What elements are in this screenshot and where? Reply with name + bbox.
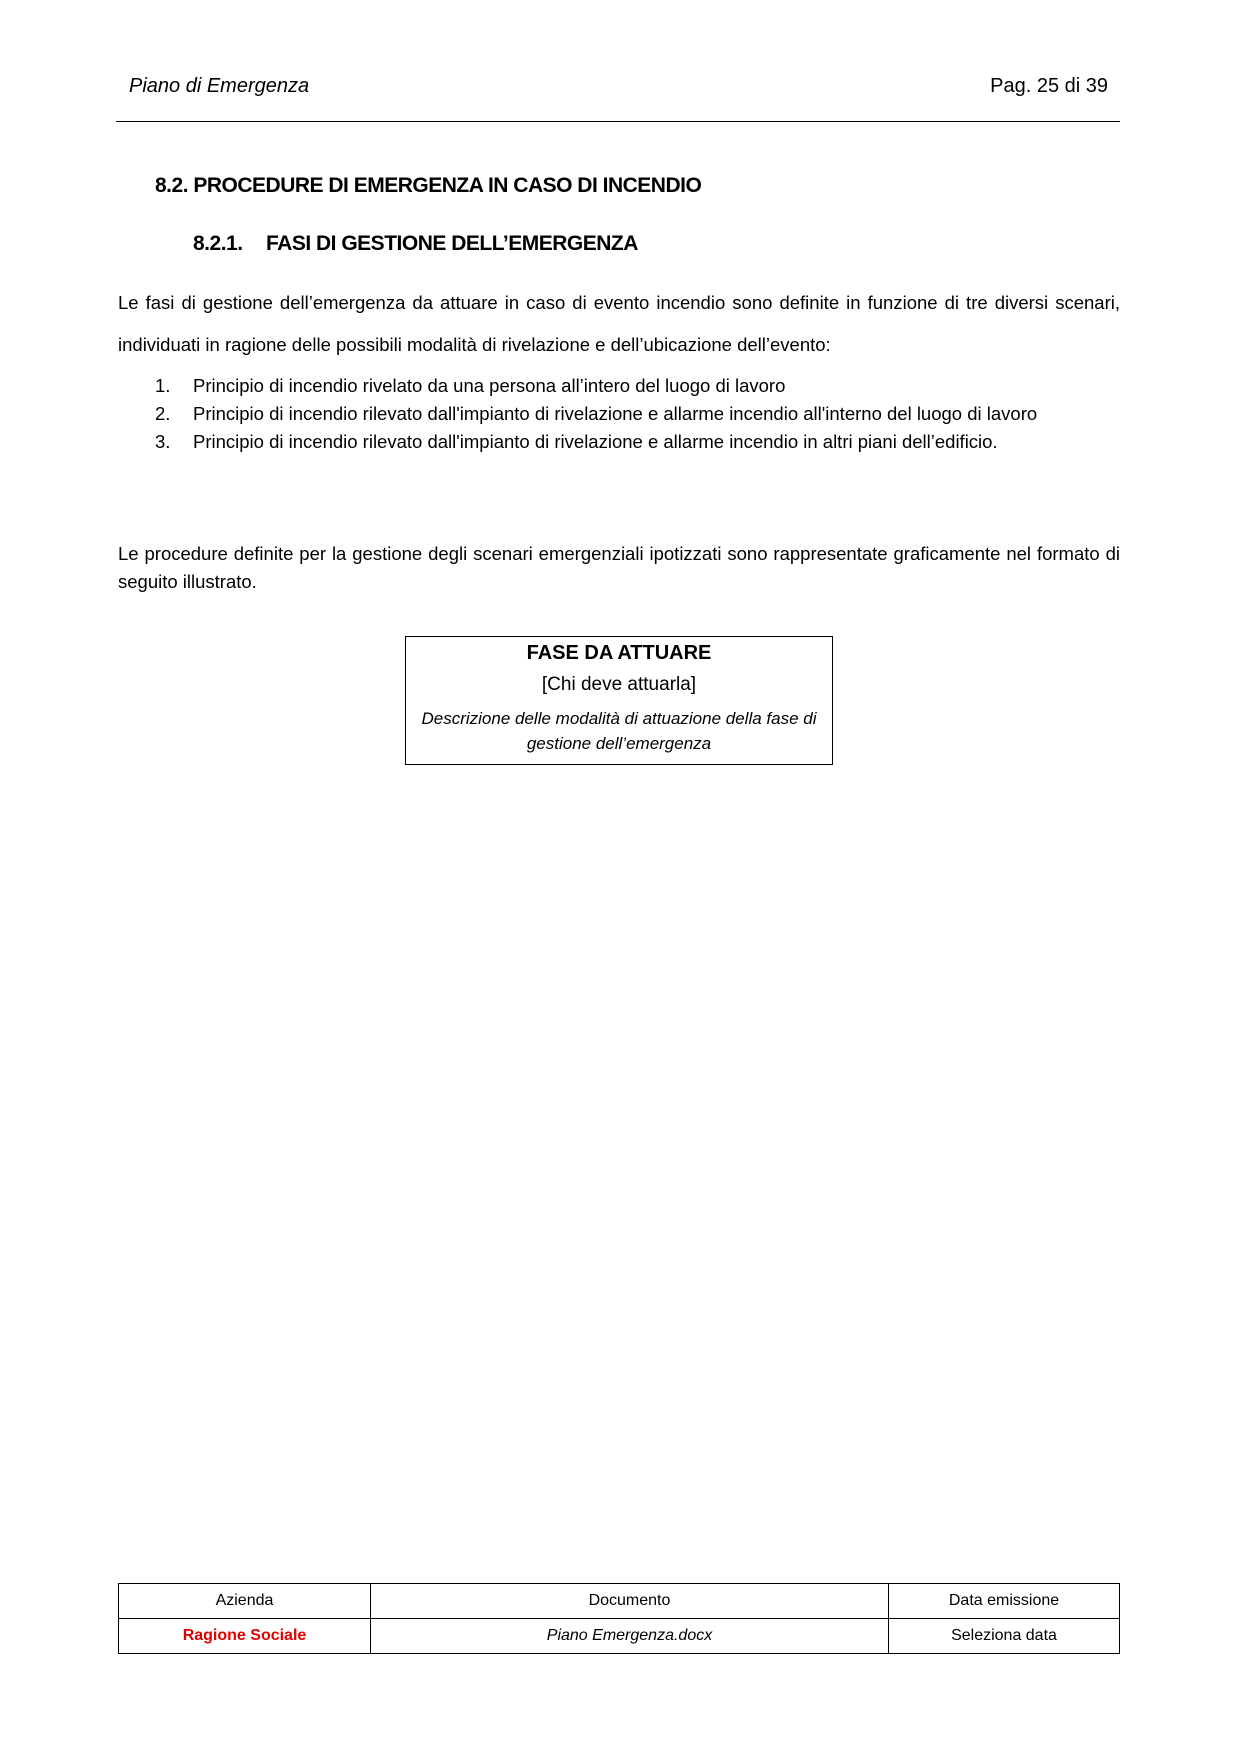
- subsection-number: 8.2.1.: [193, 232, 243, 255]
- list-text: Principio di incendio rilevato dall'impianto di rivelazione e allarme incendio in altri piani dell’edificio.: [193, 431, 998, 452]
- footer-table: [118, 1583, 1120, 1654]
- list-number: 2.: [155, 403, 171, 424]
- scenario-list: [155, 372, 1120, 456]
- intro-paragraph: Le fasi di gestione dell’emergenza da attuare in caso di evento incendio sono definite in funzione di tre diversi scenari, individuati in ragione delle possibili modalità di rivelazione e dell’ubicazione dell’evento:: [118, 292, 1120, 355]
- footer-document-value: Piano Emergenza.docx: [371, 1619, 889, 1654]
- header-title: Piano di Emergenza: [129, 75, 310, 97]
- header-divider: [116, 121, 1120, 122]
- subsection-heading: [193, 232, 638, 256]
- list-item: [155, 400, 1120, 428]
- outro-paragraph: Le procedure definite per la gestione degli scenari emergenziali ipotizzati sono rappresentate graficamente nel formato di seguito illustrato.: [118, 543, 1120, 592]
- footer-header-date: Data emissione: [889, 1584, 1120, 1619]
- list-number: 3.: [155, 431, 171, 452]
- footer-company-value[interactable]: Ragione Sociale: [119, 1619, 371, 1654]
- page-number: Pag. 25 di 39: [990, 75, 1108, 97]
- footer-header-company: Azienda: [119, 1584, 371, 1619]
- list-number: 1.: [155, 375, 171, 396]
- list-text: Principio di incendio rilevato dall'impianto di rivelazione e allarme incendio all'interno del luogo di lavoro: [193, 403, 1038, 424]
- phase-description: Descrizione delle modalità di attuazione della fase di gestione dell’emergenza: [421, 709, 817, 753]
- footer-header-document: Documento: [371, 1584, 889, 1619]
- list-text: Principio di incendio rivelato da una persona all’intero del luogo di lavoro: [193, 375, 786, 396]
- list-item: [155, 428, 1120, 456]
- list-item: [155, 372, 1120, 400]
- section-heading: 8.2. PROCEDURE DI EMERGENZA IN CASO DI INCENDIO: [155, 174, 702, 197]
- phase-title: FASE DA ATTUARE: [526, 642, 712, 664]
- footer-date-value[interactable]: Seleziona data: [889, 1619, 1120, 1654]
- phase-format-box: [405, 636, 833, 765]
- subsection-title: FASI DI GESTIONE DELL’EMERGENZA: [266, 232, 638, 255]
- phase-responsible: [Chi deve attuarla]: [541, 674, 697, 695]
